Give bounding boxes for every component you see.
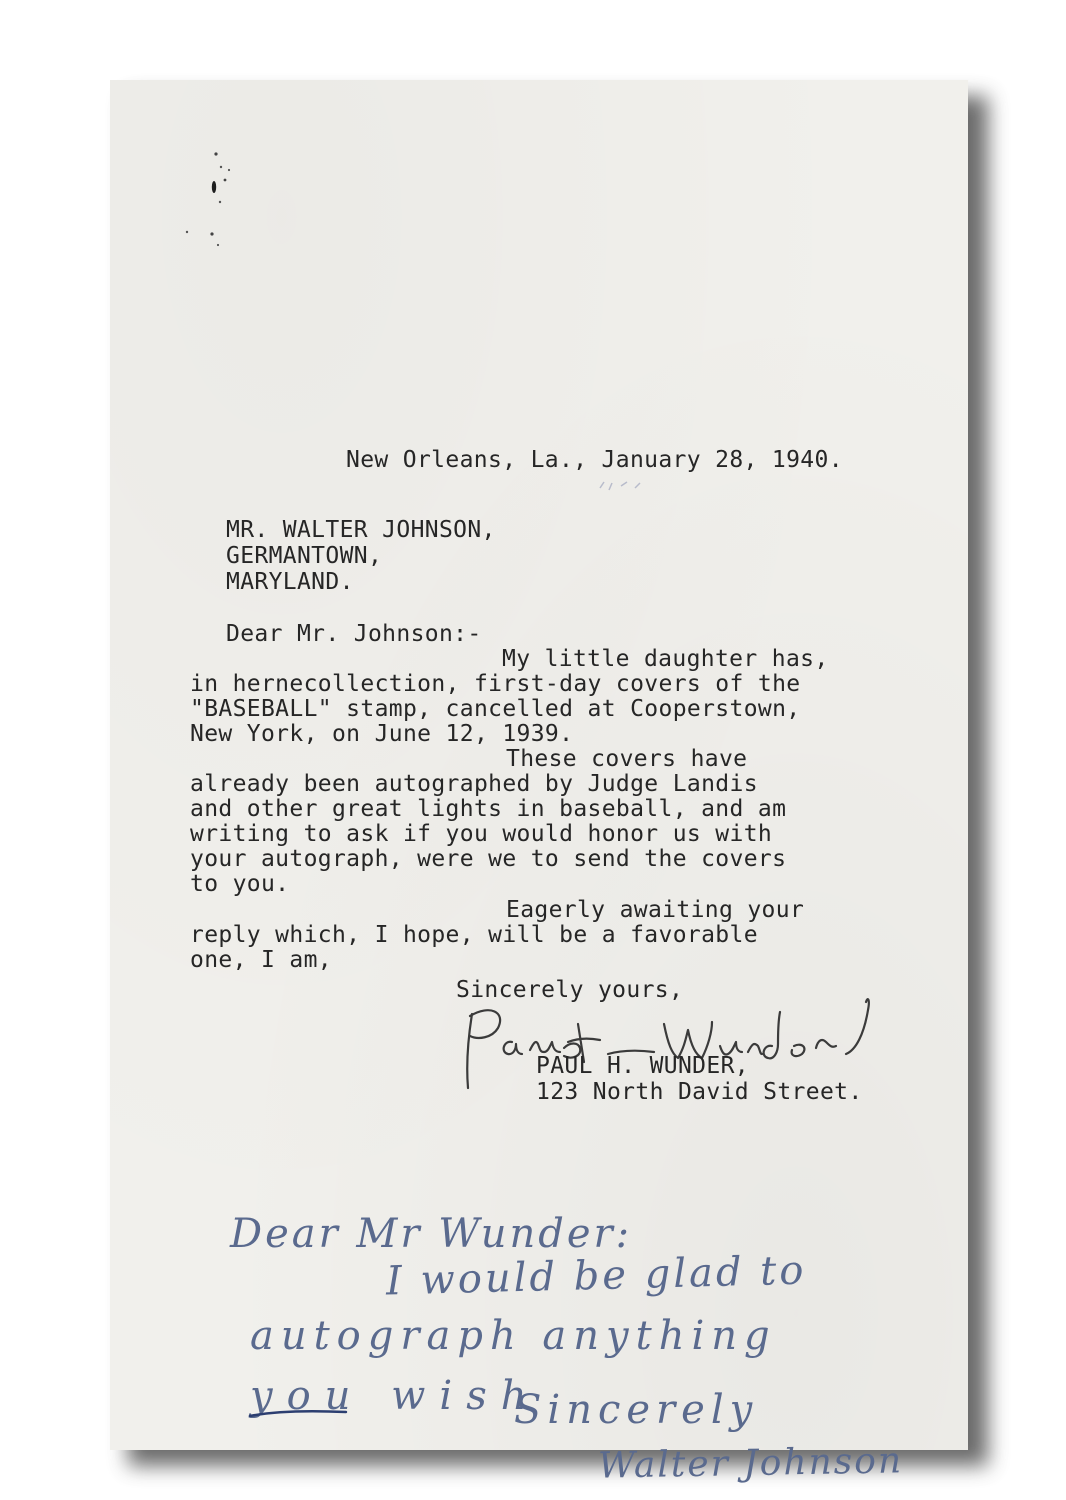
recipient-line-2: GERMANTOWN, [226,543,383,569]
reply-line-5: Sincerely [514,1387,759,1433]
body-line-8: writing to ask if you would honor us with [190,821,773,847]
body-line-13: one, I am, [190,947,332,973]
recipient-line-3: MARYLAND. [226,569,354,595]
reply-line-2: I would be glad to [385,1247,807,1305]
sender-name: PAUL H. WUNDER, [536,1053,749,1079]
letter-sheet [110,80,968,1487]
faint-marks [595,470,675,500]
salutation: Dear Mr. Johnson:- [226,621,482,647]
body-line-7: and other great lights in baseball, and am [190,796,787,822]
body-line-1: My little daughter has, [502,646,829,672]
body-line-9: your autograph, were we to send the covers [190,846,787,872]
recipient-line-1: MR. WALTER JOHNSON, [226,517,496,543]
body-line-5: These covers have [506,746,748,772]
body-line-12: reply which, I hope, will be a favorable [190,922,758,948]
reply-line-4: you wish [250,1373,541,1419]
body-line-11: Eagerly awaiting your [506,897,805,923]
reply-line-1: Dear Mr Wunder: [230,1211,633,1257]
closing: Sincerely yours, [456,977,684,1003]
sender-address: 123 North David Street. [536,1079,863,1105]
reply-line-3: autograph anything [250,1313,777,1359]
body-line-3: "BASEBALL" stamp, cancelled at Cooperstown, [190,696,801,722]
dateline: New Orleans, La., January 28, 1940. [346,447,843,473]
body-line-6: already been autographed by Judge Landis [190,771,758,797]
body-line-4: New York, on June 12, 1939. [190,721,574,747]
reply-overwrite-mark [246,1402,356,1432]
body-line-10: to you. [190,871,290,897]
body-line-2: in hernecollection, first-day covers of the [190,671,801,697]
reply-signature: Walter Johnson [597,1440,904,1487]
punch-hole-marks [180,140,240,250]
